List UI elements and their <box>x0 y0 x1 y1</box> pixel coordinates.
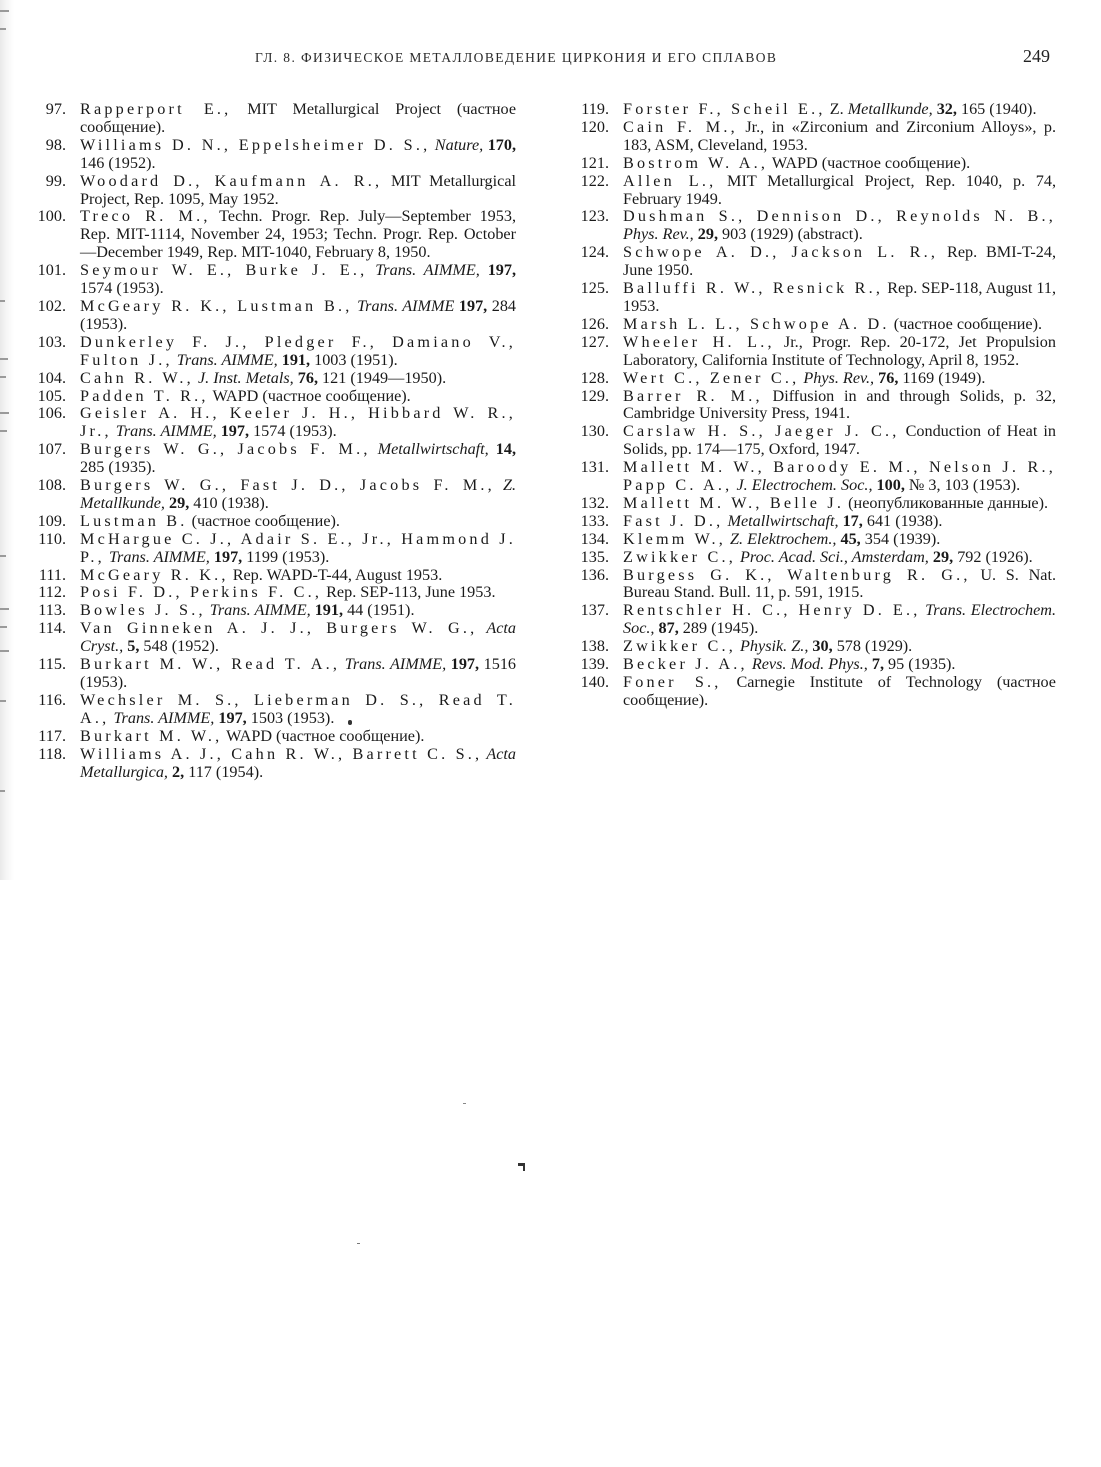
reference-item <box>563 334 1056 370</box>
reference-item <box>563 388 1056 424</box>
reference-journal: Proc. Acad. Sci., Amsterdam, <box>740 547 929 566</box>
reference-journal: Metallwirtschaft, <box>377 440 489 459</box>
scan-speck <box>523 1165 525 1171</box>
reference-item <box>563 119 1056 155</box>
reference-journal: Trans. AIMME, <box>375 261 480 280</box>
reference-volume: 191, <box>314 601 344 620</box>
reference-number: 107. <box>37 440 66 459</box>
reference-item <box>20 692 516 728</box>
reference-text: 285 (1935). <box>80 458 156 477</box>
reference-authors: Padden T. R., <box>80 386 209 405</box>
reference-volume: 76, <box>297 368 318 387</box>
reference-text: 117 (1954). <box>188 762 264 781</box>
scan-speck <box>463 1103 466 1104</box>
reference-text: Rep. SEP-113, June 1953. <box>326 583 496 602</box>
reference-number: 132. <box>580 493 609 512</box>
reference-text: 1199 (1953). <box>246 547 330 566</box>
reference-authors: Carslaw H. S., Jaeger J. C., <box>623 422 900 441</box>
reference-journal: Physik. Z., <box>740 637 809 656</box>
reference-item <box>563 316 1056 334</box>
reference-authors: Barrer R. M., <box>623 386 763 405</box>
reference-authors: Rapperport E., <box>80 100 232 118</box>
reference-volume: 2, <box>172 762 185 781</box>
reference-text: 165 (1940). <box>960 100 1037 118</box>
reference-text: 792 (1926). <box>957 547 1033 566</box>
reference-text: U. S. Nat. Bureau Stand. Bull. 11, p. 591, 1915. <box>623 565 1056 602</box>
reference-number: 122. <box>580 171 609 190</box>
reference-text: Rep. WAPD-T-44, August 1953. <box>232 565 443 584</box>
reference-authors: Mallett M. W., Belle J. <box>623 493 845 512</box>
reference-text: 1169 (1949). <box>902 368 986 387</box>
reference-item <box>20 531 516 567</box>
reference-number: 108. <box>37 476 66 495</box>
reference-item <box>20 370 516 388</box>
reference-volume: 100, <box>876 476 905 495</box>
reference-authors: Burgers W. G., Jacobs F. M., <box>80 440 371 459</box>
reference-authors: Allen L., <box>623 171 717 190</box>
reference-text: 44 (1951). <box>347 601 415 620</box>
scan-speck <box>348 720 352 725</box>
reference-item <box>563 244 1056 280</box>
reference-authors: Klemm W., <box>623 529 726 548</box>
reference-volume: 87, <box>658 619 679 638</box>
reference-authors: Dunkerley F. J., Pledger F., Damiano V., Fulton J., <box>80 332 516 369</box>
reference-volume: 170, <box>487 135 517 154</box>
reference-item <box>20 298 516 334</box>
reference-item <box>563 370 1056 388</box>
reference-authors: Bostrom W. A., <box>623 153 769 172</box>
reference-number: 123. <box>580 207 609 226</box>
reference-text: WAPD (частное сообщение). <box>771 153 971 172</box>
reference-item <box>20 173 516 209</box>
reference-number: 112. <box>38 583 66 602</box>
reference-authors: Burkart M. W., Read T. A., <box>80 655 341 674</box>
reference-authors: Seymour W. E., Burke J. E., <box>80 261 368 280</box>
reference-number: 118. <box>38 744 66 763</box>
reference-number: 120. <box>580 117 609 136</box>
reference-text: 903 (1929) (abstract). <box>722 225 863 244</box>
reference-item <box>563 549 1056 567</box>
reference-text: Techn. Progr. Rep. July—September 1953, Rep. MIT-1114, November 24, 1953; Techn. Progr. Rep. October—December 1949, Rep. MIT-1040, February 8, 1950. <box>80 207 516 262</box>
reference-item <box>563 638 1056 656</box>
reference-text: 289 (1945). <box>682 619 759 638</box>
reference-authors: Mallett M. W., Baroody E. M., Nelson J. R., Papp C. A., <box>623 458 1056 495</box>
scan-speck <box>357 1243 360 1244</box>
reference-authors: Wert C., Zener C., <box>623 368 800 387</box>
reference-volume: 197, <box>458 296 488 315</box>
reference-journal: Revs. Mod. Phys., <box>751 655 868 674</box>
reference-authors: Fast J. D., <box>623 511 724 530</box>
reference-authors: Wechsler M. S., Lieberman D. S., Read T. A., <box>80 690 516 727</box>
reference-authors: Burgers W. G., Fast J. D., Jacobs F. M., <box>80 476 495 495</box>
reference-volume: 197, <box>213 547 243 566</box>
reference-volume: 29, <box>932 547 954 566</box>
reference-item <box>563 459 1056 495</box>
reference-text: 121 (1949—1950). <box>322 368 447 387</box>
reference-volume: 7, <box>871 655 884 674</box>
reference-item <box>20 441 516 477</box>
reference-authors: Schwope A. D., Jackson L. R., <box>623 243 939 262</box>
reference-text: 578 (1929). <box>836 637 913 656</box>
reference-item <box>20 477 516 513</box>
reference-item <box>20 602 516 620</box>
reference-number: 125. <box>580 279 609 298</box>
reference-journal: Trans. AIMME, <box>176 350 278 369</box>
reference-text: Conduction of Heat in Solids, pp. 174—175, Oxford, 1947. <box>623 422 1057 459</box>
reference-item <box>20 405 516 441</box>
reference-journal: Trans. AIMME, <box>209 601 311 620</box>
reference-volume: 30, <box>812 637 833 656</box>
reference-item <box>20 620 516 656</box>
reference-number: 134. <box>580 529 609 548</box>
reference-number: 101. <box>37 261 66 280</box>
reference-volume: 191, <box>281 350 311 369</box>
reference-number: 138. <box>580 637 609 656</box>
reference-text: 1574 (1953). <box>80 279 164 298</box>
reference-item <box>20 567 516 585</box>
reference-item <box>20 262 516 298</box>
reference-number: 140. <box>580 673 609 691</box>
reference-volume: 197, <box>220 422 250 441</box>
reference-text: Jr., in «Zirconium and Zirconium Alloys», p. 183, ASM, Cleveland, 1953. <box>623 117 1057 154</box>
reference-item <box>563 513 1056 531</box>
reference-number: 129. <box>580 386 609 405</box>
reference-text: Z. <box>829 100 844 118</box>
reference-item <box>20 137 516 173</box>
reference-item <box>20 101 516 137</box>
reference-number: 106. <box>37 404 66 423</box>
reference-item <box>20 388 516 406</box>
reference-text: 1503 (1953). <box>250 708 335 727</box>
reference-volume: 76, <box>878 368 899 387</box>
reference-number: 119. <box>581 100 609 118</box>
reference-text: WAPD (частное сообщение). <box>212 386 411 405</box>
reference-number: 99. <box>45 171 66 190</box>
reference-authors: Wheeler H. L., <box>623 332 775 351</box>
reference-item <box>20 746 516 782</box>
reference-text: MIT Metallurgical Project, Rep. 1040, p. 74, February 1949. <box>623 171 1057 208</box>
reference-text: 95 (1935). <box>888 655 956 674</box>
page-header <box>60 44 1050 72</box>
reference-text: 284 (1953). <box>80 296 516 333</box>
reference-text: 146 (1952). <box>80 153 156 172</box>
reference-item <box>563 280 1056 316</box>
reference-authors: Lustman B. <box>80 511 188 530</box>
reference-volume: 32, <box>936 100 957 118</box>
reference-text: 641 (1938). <box>866 511 943 530</box>
reference-journal: Metallkunde, <box>847 100 933 118</box>
reference-journal: Acta Metallurgica, <box>80 744 516 781</box>
reference-text: 1574 (1953). <box>253 422 337 441</box>
reference-text: 354 (1939). <box>864 529 941 548</box>
reference-number: 114. <box>38 619 66 638</box>
reference-authors: Burgess G. K., Waltenburg R. G., <box>623 565 971 584</box>
reference-journal: Trans. AIMME <box>357 296 455 315</box>
reference-text: (частное сообщение). <box>191 511 340 530</box>
reference-number: 121. <box>580 153 609 172</box>
reference-text: 410 (1938). <box>193 493 269 512</box>
reference-volume: 17, <box>842 511 863 530</box>
reference-authors: Treco R. M., <box>80 207 211 226</box>
reference-number: 104. <box>37 368 66 387</box>
running-title: ГЛ. 8. ФИЗИЧЕСКОЕ МЕТАЛЛОВЕДЕНИЕ ЦИРКОНИЯ И ЕГО СПЛАВОВ <box>255 50 778 65</box>
reference-authors: McGeary R. K., Lustman B., <box>80 296 353 315</box>
reference-item <box>563 173 1056 209</box>
reference-authors: Zwikker C., <box>623 547 736 566</box>
reference-authors: McGeary R. K., <box>80 565 229 584</box>
reference-journal: Phys. Rev., <box>803 368 875 387</box>
reference-authors: Williams D. N., Eppelsheimer D. S., <box>80 135 431 154</box>
reference-authors: Cain F. M., <box>623 117 738 136</box>
reference-authors: Burkart M. W., <box>80 726 223 745</box>
reference-text: Jr., Progr. Rep. 20-172, Jet Propulsion Laboratory, California Institute of Technology, April 8, 1952. <box>623 332 1056 369</box>
reference-text: Rep. BMI-T-24, June 1950. <box>623 243 1056 280</box>
reference-text: (неопубликованные данные). <box>848 493 1049 512</box>
references-column-right <box>563 101 1056 710</box>
reference-journal: Phys. Rev., <box>623 225 694 244</box>
reference-item <box>20 656 516 692</box>
reference-number: 139. <box>580 655 609 674</box>
reference-item <box>563 101 1056 119</box>
reference-authors: Rentschler H. C., Henry D. E., <box>623 601 921 620</box>
reference-authors: Posi F. D., Perkins F. C., <box>80 583 323 602</box>
references-column-left <box>20 101 516 781</box>
reference-authors: Zwikker C., <box>623 637 736 656</box>
reference-volume: 29, <box>697 225 718 244</box>
reference-volume: 197, <box>218 708 247 727</box>
reference-text: 1516 (1953). <box>80 655 517 691</box>
reference-item <box>20 513 516 531</box>
reference-text: WAPD (частное сообщение). <box>226 726 425 745</box>
reference-number: 131. <box>580 458 609 477</box>
reference-item <box>20 584 516 602</box>
reference-text: Rep. SEP-118, August 11, 1953. <box>623 279 1056 315</box>
reference-text: MIT Metallurgical Project (частное сообщение). <box>80 100 516 136</box>
reference-volume: 29, <box>169 493 190 512</box>
reference-authors: Woodard D., Kaufmann A. R., <box>80 171 383 190</box>
reference-number: 126. <box>580 314 609 333</box>
reference-authors: McHargue C. J., Adair S. E., Jr., Hammond J. P., <box>80 529 516 566</box>
reference-journal: Trans. AIMME, <box>108 547 210 566</box>
reference-item <box>563 602 1056 638</box>
reference-journal: Trans. AIMME, <box>113 708 215 727</box>
reference-number: 110. <box>38 529 66 548</box>
reference-number: 113. <box>38 601 66 620</box>
reference-item <box>20 208 516 262</box>
reference-authors: Becker J. A., <box>623 655 748 674</box>
reference-text: 548 (1952). <box>143 637 219 656</box>
reference-journal: Trans. AIMME, <box>115 422 217 441</box>
reference-number: 109. <box>37 511 66 530</box>
reference-text: (частное сообщение). <box>893 314 1043 333</box>
reference-volume: 197, <box>487 261 517 280</box>
reference-number: 98. <box>45 135 66 154</box>
reference-item <box>20 334 516 370</box>
scan-binding-edge <box>0 0 14 880</box>
reference-authors: Foner S., <box>623 673 722 691</box>
reference-number: 136. <box>580 565 609 584</box>
reference-volume: 5, <box>127 637 140 656</box>
reference-journal: Z. Elektrochem., <box>730 529 837 548</box>
reference-number: 133. <box>580 511 609 530</box>
reference-item <box>563 208 1056 244</box>
reference-item <box>20 728 516 746</box>
reference-authors: Balluffi R. W., Resnick R., <box>623 279 884 298</box>
reference-journal: Trans. AIMME, <box>344 655 447 674</box>
reference-authors: Marsh L. L., Schwope A. D. <box>623 314 890 333</box>
reference-journal: Trans. Electrochem. Soc., <box>623 601 1057 638</box>
reference-text: 1003 (1951). <box>314 350 398 369</box>
reference-item <box>563 423 1056 459</box>
reference-number: 135. <box>580 547 609 566</box>
reference-journal: Z. Metallkunde, <box>80 476 516 512</box>
reference-number: 100. <box>37 207 66 226</box>
reference-number: 111. <box>38 565 66 584</box>
reference-text: Carnegie Institute of Technology (частное сообщение). <box>623 673 1056 709</box>
reference-item <box>563 656 1056 674</box>
page-number: 249 <box>1023 46 1050 66</box>
reference-authors: Geisler A. H., Keeler J. H., Hibbard W. R., Jr., <box>80 404 516 441</box>
reference-authors: Forster F., Scheil E., <box>623 100 826 118</box>
reference-number: 116. <box>38 690 66 709</box>
reference-number: 102. <box>37 296 66 315</box>
reference-item <box>563 531 1056 549</box>
reference-text: Diffusion in and through Solids, p. 32, Cambridge University Press, 1941. <box>623 386 1056 423</box>
reference-number: 115. <box>38 655 66 674</box>
reference-text: MIT Metallurgical Project, Rep. 1095, May 1952. <box>80 171 517 208</box>
reference-number: 127. <box>580 332 609 351</box>
reference-authors: Van Ginneken A. J. J., Burgers W. G., <box>80 619 478 638</box>
reference-item <box>563 155 1056 173</box>
reference-number: 130. <box>580 422 609 441</box>
reference-item <box>563 567 1056 603</box>
reference-authors: Dushman S., Dennison D., Reynolds N. B., <box>623 207 1056 226</box>
reference-volume: 197, <box>450 655 480 674</box>
reference-number: 103. <box>37 332 66 351</box>
reference-number: 124. <box>580 243 609 262</box>
reference-item <box>563 495 1056 513</box>
reference-number: 137. <box>580 601 609 620</box>
reference-authors: Cahn R. W., <box>80 368 194 387</box>
reference-item <box>563 674 1056 710</box>
reference-number: 97. <box>45 100 66 118</box>
reference-authors: Bowles J. S., <box>80 601 206 620</box>
reference-number: 105. <box>37 386 66 405</box>
reference-volume: 14, <box>495 440 516 459</box>
reference-journal: Metallwirtschaft, <box>727 511 839 530</box>
reference-text: № 3, 103 (1953). <box>908 476 1021 495</box>
reference-authors: Williams A. J., Cahn R. W., Barrett C. S., <box>80 744 483 763</box>
reference-journal: Nature, <box>434 135 484 154</box>
reference-number: 128. <box>580 368 609 387</box>
reference-number: 117. <box>38 726 66 745</box>
reference-journal: Acta Cryst., <box>80 619 517 656</box>
reference-journal: J. Inst. Metals, <box>197 368 294 387</box>
reference-volume: 45, <box>840 529 861 548</box>
reference-journal: J. Electrochem. Soc., <box>736 476 873 495</box>
